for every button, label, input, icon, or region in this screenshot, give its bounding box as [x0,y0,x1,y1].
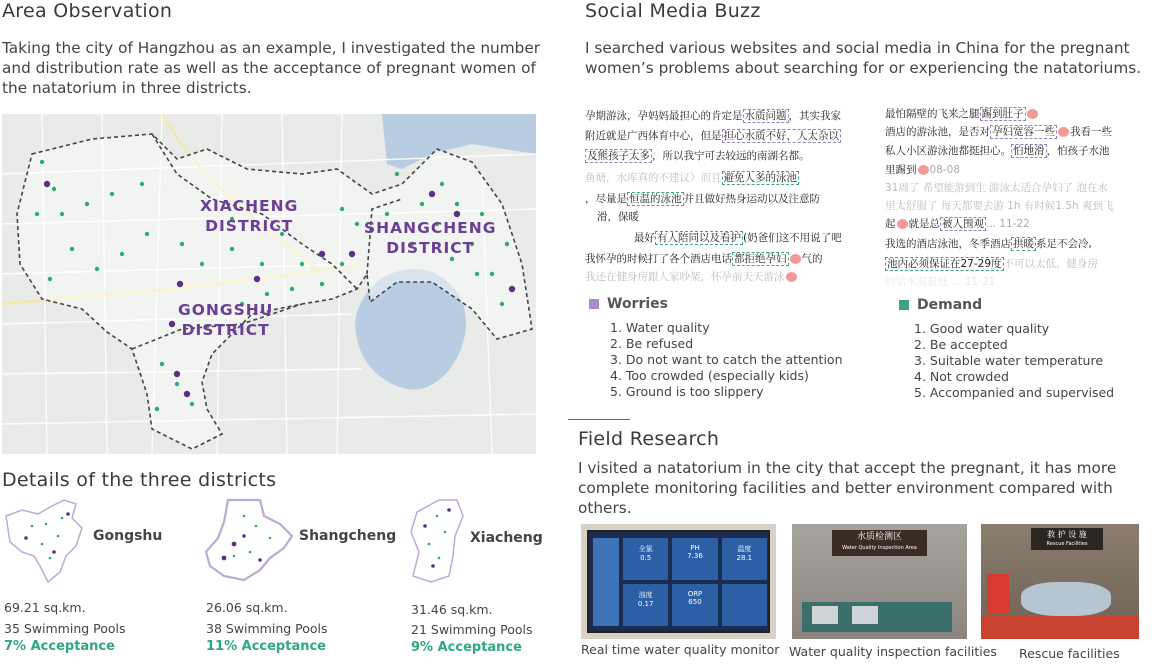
district-pools: 21 Swimming Pools [411,622,533,637]
area-observation-title: Area Observation [2,0,173,22]
label-shangcheng: SHANGCHENG DISTRICT [364,219,497,257]
district-area: 26.06 sq.km. [206,600,288,615]
caption-monitor: Real time water quality monitor [581,642,780,657]
pig-emoji-icon [786,272,797,282]
shangcheng-shape-icon [204,496,298,584]
district-pools: 35 Swimming Pools [4,621,126,636]
district-card-xiacheng[interactable] [409,496,594,656]
list-item: 3. Suitable water temperature [914,353,1104,368]
demand-legend-swatch [899,300,909,310]
label-gongshu: GONGSHU DISTRICT [178,301,274,339]
xiacheng-shape-icon [409,496,467,588]
gongshu-shape-icon [2,496,86,586]
worries-heading: Worries [589,296,668,312]
list-item: 1. Good water quality [914,321,1050,336]
district-acceptance: 9% Acceptance [411,640,522,655]
list-item: 4. Too crowded (especially kids) [610,368,809,383]
district-card-gongshu[interactable] [2,496,187,656]
label-xiacheng: XIACHENG DISTRICT [200,197,299,235]
social-media-title: Social Media Buzz [585,0,761,22]
list-item: 5. Accompanied and supervised [914,385,1115,400]
caption-inspection: Water quality inspection facilities [789,644,997,659]
photo-rescue-facilities[interactable]: 救 护 设 施 Rescue Facilities [981,524,1139,639]
list-item: 5. Ground is too slippery [610,384,764,399]
pig-emoji-icon [790,254,801,264]
list-item: 4. Not crowded [914,369,1009,384]
list-item: 3. Do not want to catch the attention [610,352,843,367]
field-research-title: Field Research [578,428,720,450]
pig-emoji-icon [1058,127,1069,137]
district-area: 69.21 sq.km. [4,600,86,615]
district-pools: 38 Swimming Pools [206,621,328,636]
photo-water-quality-inspection[interactable]: 水质检测区 Water Quality Inspection Area [792,524,967,639]
demand-list [914,321,1114,401]
area-observation-paragraph: Taking the city of Hangzhou as an example, I investigated the number and distribution rate as well as the acceptance of pregnant women of the natatorium in three districts. [2,39,541,97]
map-graphic [2,114,536,454]
district-card-shangcheng[interactable] [204,496,397,656]
worries-legend-swatch [589,299,599,309]
district-name: Shangcheng [299,528,397,544]
field-research-paragraph: I visited a natatorium in the city that accept the pregnant, it has more complete monitoring facilities and better environment compared with others. [578,459,1117,517]
district-name: Xiacheng [470,530,543,546]
demand-heading: Demand [899,297,982,313]
district-acceptance: 11% Acceptance [206,639,327,654]
district-name: Gongshu [93,528,163,544]
list-item: 1. Water quality [610,320,710,335]
pig-emoji-icon [918,165,929,175]
worries-list [610,320,843,400]
list-item: 2. Be accepted [914,337,1008,352]
social-media-paragraph: I searched various websites and social media in China for the pregnant women’s problems about searching for or experiencing the natatoriums. [585,39,1142,77]
list-item: 2. Be refused [610,336,694,351]
pig-emoji-icon [897,219,908,229]
district-map[interactable] [2,114,536,454]
district-area: 31.46 sq.km. [411,602,493,617]
pig-emoji-icon [1027,109,1038,119]
section-divider [568,419,630,420]
photo-water-quality-monitor[interactable]: 全氯 0.5 PH 7.36 温度 28.1 浊度 0.17 ORP 650 [581,524,776,639]
caption-rescue: Rescue facilities [1019,646,1120,661]
district-acceptance: 7% Acceptance [4,639,115,654]
details-title: Details of the three districts [2,469,277,491]
